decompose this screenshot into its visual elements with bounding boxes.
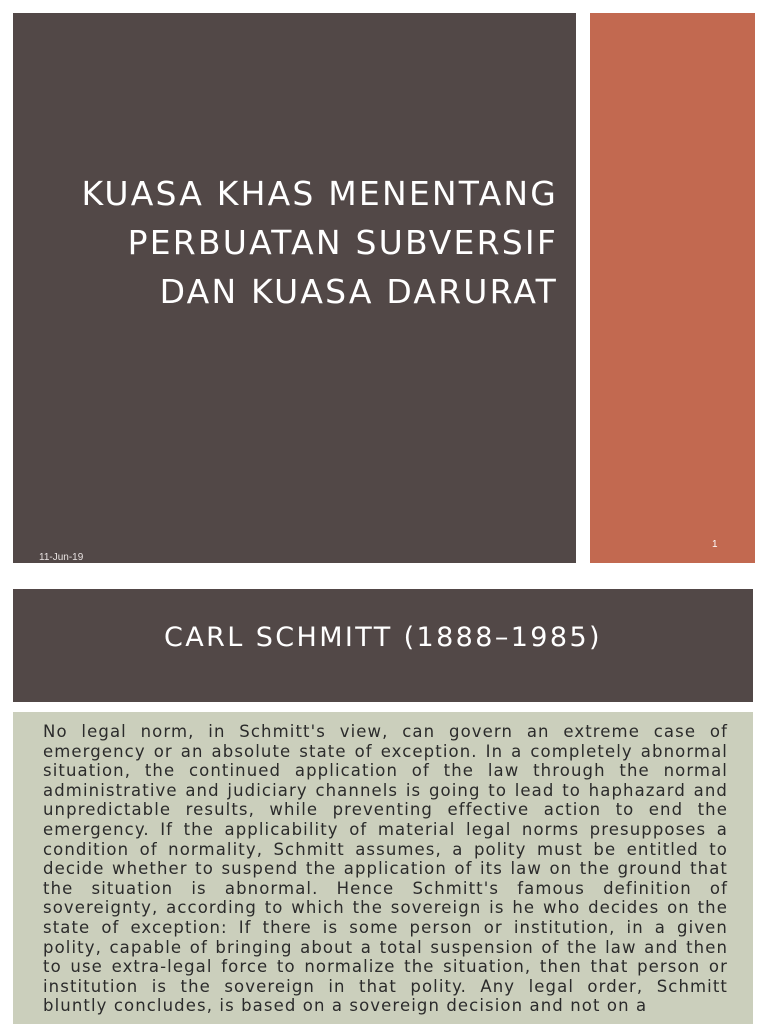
slide-1-number: 1 — [712, 539, 718, 550]
slide-1-title-line-2: PERBUATAN SUBVERSIF — [127, 223, 558, 262]
slide-1-accent-panel — [590, 13, 755, 563]
slide-2-header — [13, 589, 753, 702]
slide-2-title: CARL SCHMITT (1888–1985) — [164, 622, 602, 653]
slide-1-title-line-3: DAN KUASA DARURAT — [159, 272, 558, 311]
slide-1-main-panel — [13, 13, 576, 563]
slide-2-body — [13, 712, 753, 1024]
slide-2-body-text: No legal norm, in Schmitt's view, can govern an extreme case of emergency or an absolute state of exception. In a completely abnormal situation, the continued application of the law through the normal administrative and judiciary channels is going to lead to haphazard and unpredictable results, while preventing effective action to end the emergency. If the applicability of material legal norms presupposes a condition of normality, Schmitt assumes, a polity must be entitled to decide whether to suspend the application of its law on the ground that the situation is abnormal. Hence Schmitt's famous definition of sovereignty, according to which the sovereign is he who decides on the state of exception: If there is some person or institution, in a given polity, capable of bringing about a total suspension of the law and then to use extra-legal force to normalize the situation, then that person or institution is the sovereign in that polity. Any legal order, Schmitt bluntly concludes, is based on a sovereign decision and not on a — [43, 722, 728, 1016]
slide-1-date: 11-Jun-19 — [39, 552, 84, 563]
slide-1-title-line-1: KUASA KHAS MENENTANG — [81, 174, 558, 213]
slide-1-title — [38, 169, 558, 316]
